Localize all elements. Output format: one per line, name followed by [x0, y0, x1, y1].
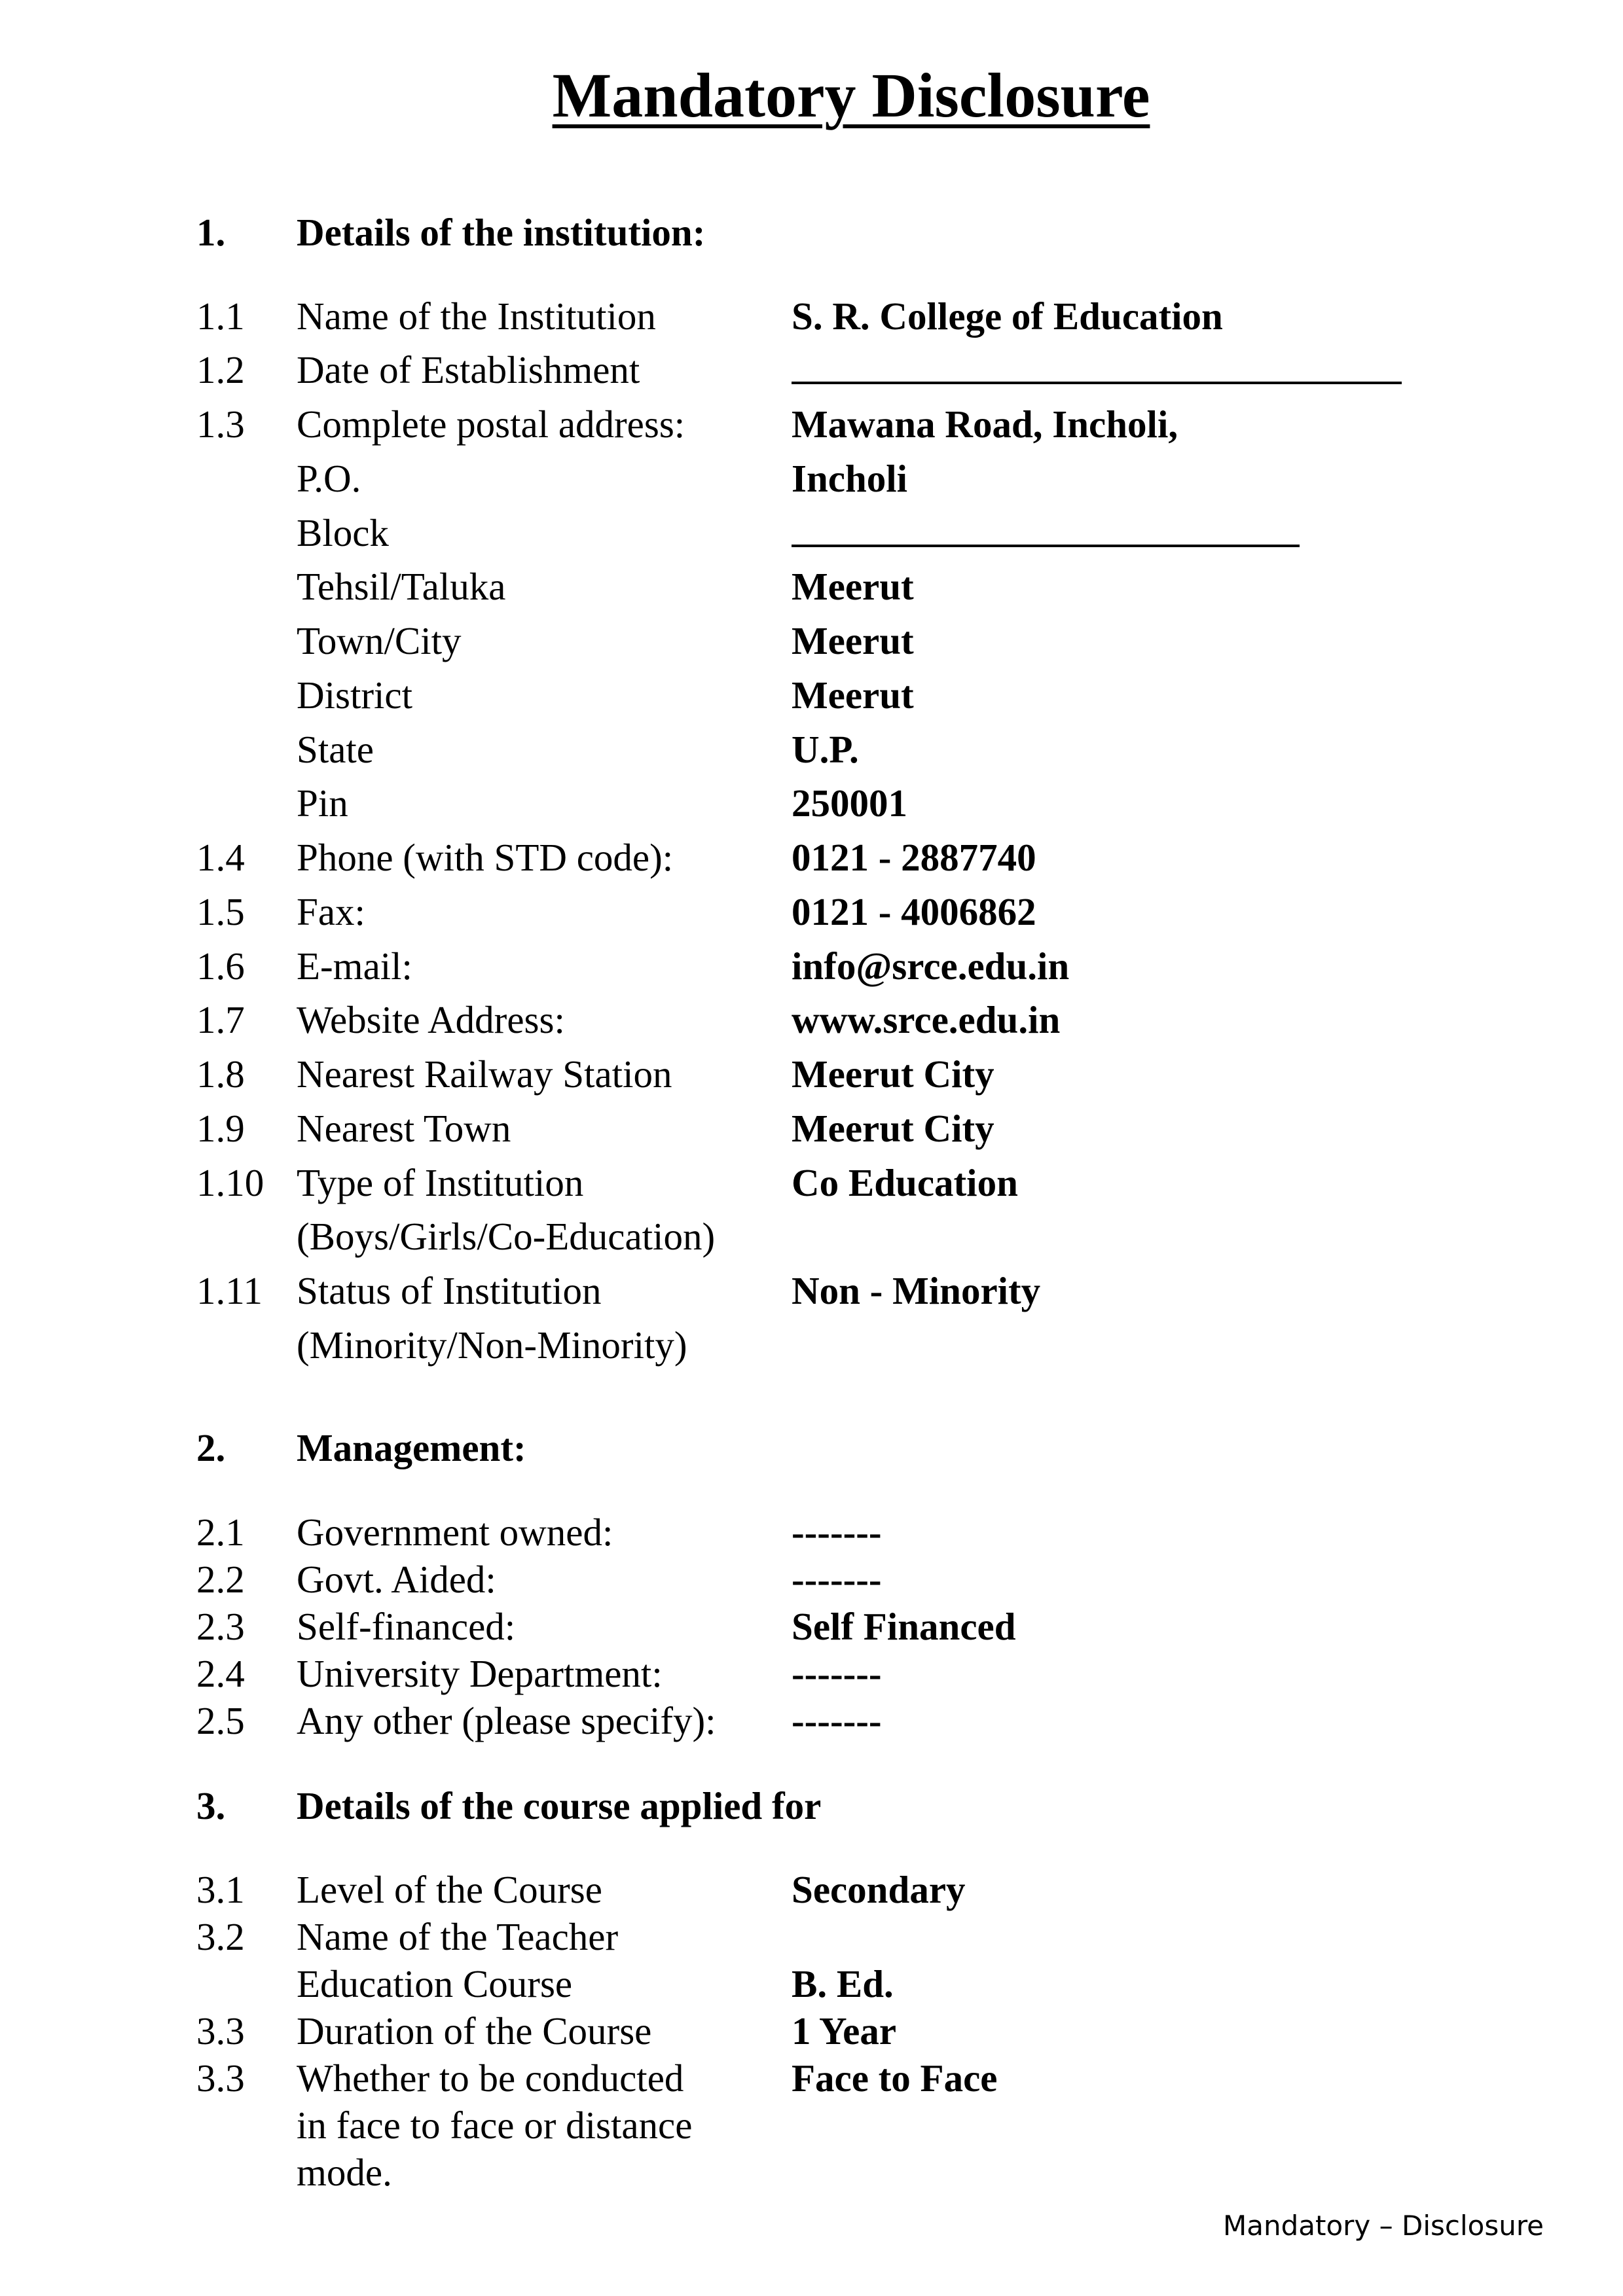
field-institution-status-note — [0, 1319, 1623, 1371]
field-value: Face to Face — [792, 2056, 998, 2100]
item-number: 3.1 — [196, 1868, 245, 1911]
field-value: ------- — [792, 1699, 882, 1742]
section-heading-1 — [0, 206, 1623, 259]
field-university-department — [0, 1647, 1623, 1700]
field-label: Name of the Teacher — [297, 1915, 619, 1958]
field-value: Meerut — [792, 565, 914, 608]
field-label: Status of Institution — [297, 1269, 602, 1312]
page-footer: Mandatory – Disclosure — [1223, 2210, 1544, 2242]
section-title: Management: — [297, 1426, 526, 1469]
field-label: Name of the Institution — [297, 295, 656, 338]
field-course-name — [0, 1910, 1623, 1963]
field-value: 250001 — [792, 781, 907, 825]
field-district — [0, 669, 1623, 721]
field-railway-station — [0, 1048, 1623, 1100]
field-value: 1 Year — [792, 2009, 897, 2053]
field-value: ------- — [792, 1558, 882, 1601]
field-value: S. R. College of Education — [792, 295, 1223, 338]
field-label: Duration of the Course — [297, 2009, 652, 2053]
field-value: Meerut — [792, 673, 914, 717]
field-label: Tehsil/Taluka — [297, 565, 506, 608]
field-value: Secondary — [792, 1868, 966, 1911]
field-any-other — [0, 1695, 1623, 1747]
field-label: Fax: — [297, 890, 365, 933]
field-label: Date of Establishment — [297, 348, 640, 391]
field-website — [0, 994, 1623, 1046]
field-label: mode. — [297, 2151, 392, 2194]
field-value: 0121 - 4006862 — [792, 890, 1036, 933]
field-value: ------- — [792, 1511, 882, 1554]
section-title: Details of the course applied for — [297, 1784, 822, 1827]
field-label: Govt. Aided: — [297, 1558, 496, 1601]
field-label: Type of Institution — [297, 1161, 584, 1204]
item-number: 1.4 — [196, 836, 245, 879]
field-course-name-cont — [0, 1958, 1623, 2010]
field-label: Any other (please specify): — [297, 1699, 716, 1742]
blank-line — [792, 382, 1402, 384]
item-number: 2.1 — [196, 1511, 245, 1554]
item-number: 3.2 — [196, 1915, 245, 1958]
section-title: Details of the institution: — [297, 211, 706, 254]
section-number: 3. — [196, 1784, 226, 1827]
item-number: 1.6 — [196, 944, 245, 988]
item-number: 1.8 — [196, 1052, 245, 1096]
field-institution-type — [0, 1157, 1623, 1209]
field-institution-name — [0, 290, 1623, 342]
field-value: U.P. — [792, 728, 859, 771]
field-postal-address — [0, 398, 1623, 450]
item-number: 2.4 — [196, 1652, 245, 1695]
item-number: 1.1 — [196, 295, 245, 338]
field-tehsil — [0, 560, 1623, 613]
field-date-of-establishment — [0, 344, 1623, 396]
field-label: Self-financed: — [297, 1605, 516, 1648]
field-label: Education Course — [297, 1962, 573, 2005]
field-self-financed — [0, 1600, 1623, 1653]
field-value: www.srce.edu.in — [792, 998, 1061, 1041]
field-value: Co Education — [792, 1161, 1018, 1204]
field-fax — [0, 886, 1623, 938]
item-number: 2.5 — [196, 1699, 245, 1742]
field-label: Government owned: — [297, 1511, 613, 1554]
field-town-city — [0, 615, 1623, 667]
blank-line — [792, 545, 1300, 547]
field-value: Non - Minority — [792, 1269, 1041, 1312]
field-label: Nearest Railway Station — [297, 1052, 672, 1096]
field-label: Whether to be conducted — [297, 2056, 684, 2100]
field-government-owned — [0, 1506, 1623, 1558]
item-number: 1.2 — [196, 348, 245, 391]
field-pin — [0, 777, 1623, 829]
field-label: in face to face or distance — [297, 2104, 693, 2147]
field-label: Nearest Town — [297, 1107, 511, 1150]
field-institution-status — [0, 1265, 1623, 1317]
field-value: Self Financed — [792, 1605, 1016, 1648]
page-title: Mandatory Disclosure — [552, 60, 1150, 130]
field-label: University Department: — [297, 1652, 663, 1695]
field-label: (Boys/Girls/Co-Education) — [297, 1215, 716, 1258]
field-email — [0, 940, 1623, 992]
item-number: 1.10 — [196, 1161, 264, 1204]
item-number: 3.3 — [196, 2056, 245, 2100]
item-number: 2.3 — [196, 1605, 245, 1648]
item-number: 1.5 — [196, 890, 245, 933]
field-value: Meerut City — [792, 1052, 994, 1096]
field-course-duration — [0, 2005, 1623, 2057]
field-label: P.O. — [297, 457, 361, 500]
field-institution-type-note — [0, 1210, 1623, 1263]
item-number: 1.9 — [196, 1107, 245, 1150]
field-post-office — [0, 452, 1623, 505]
section-heading-3 — [0, 1780, 1623, 1832]
field-govt-aided — [0, 1553, 1623, 1605]
item-number: 1.11 — [196, 1269, 263, 1312]
field-state — [0, 723, 1623, 776]
field-value: info@srce.edu.in — [792, 944, 1070, 988]
field-label: Phone (with STD code): — [297, 836, 674, 879]
field-label: Complete postal address: — [297, 403, 685, 446]
item-number: 2.2 — [196, 1558, 245, 1601]
field-label: Town/City — [297, 619, 462, 662]
field-value: B. Ed. — [792, 1962, 894, 2005]
field-course-level — [0, 1863, 1623, 1916]
item-number: 3.3 — [196, 2009, 245, 2053]
item-number: 1.7 — [196, 998, 245, 1041]
field-course-mode-cont — [0, 2099, 1623, 2151]
field-label: District — [297, 673, 412, 717]
field-value: 0121 - 2887740 — [792, 836, 1036, 879]
field-value: Meerut City — [792, 1107, 994, 1150]
field-label: Level of the Course — [297, 1868, 602, 1911]
field-value: Mawana Road, Incholi, — [792, 403, 1178, 446]
section-number: 1. — [196, 211, 226, 254]
field-label: State — [297, 728, 374, 771]
field-course-mode — [0, 2052, 1623, 2104]
field-nearest-town — [0, 1102, 1623, 1155]
item-number: 1.3 — [196, 403, 245, 446]
field-value: ------- — [792, 1652, 882, 1695]
field-value: Incholi — [792, 457, 908, 500]
field-label: Website Address: — [297, 998, 565, 1041]
field-block — [0, 507, 1623, 559]
section-number: 2. — [196, 1426, 226, 1469]
field-phone — [0, 831, 1623, 884]
field-label: Pin — [297, 781, 348, 825]
field-label: E-mail: — [297, 944, 412, 988]
field-course-mode-cont — [0, 2146, 1623, 2198]
field-label: Block — [297, 511, 389, 554]
field-label: (Minority/Non-Minority) — [297, 1323, 687, 1367]
field-value: Meerut — [792, 619, 914, 662]
section-heading-2 — [0, 1422, 1623, 1474]
